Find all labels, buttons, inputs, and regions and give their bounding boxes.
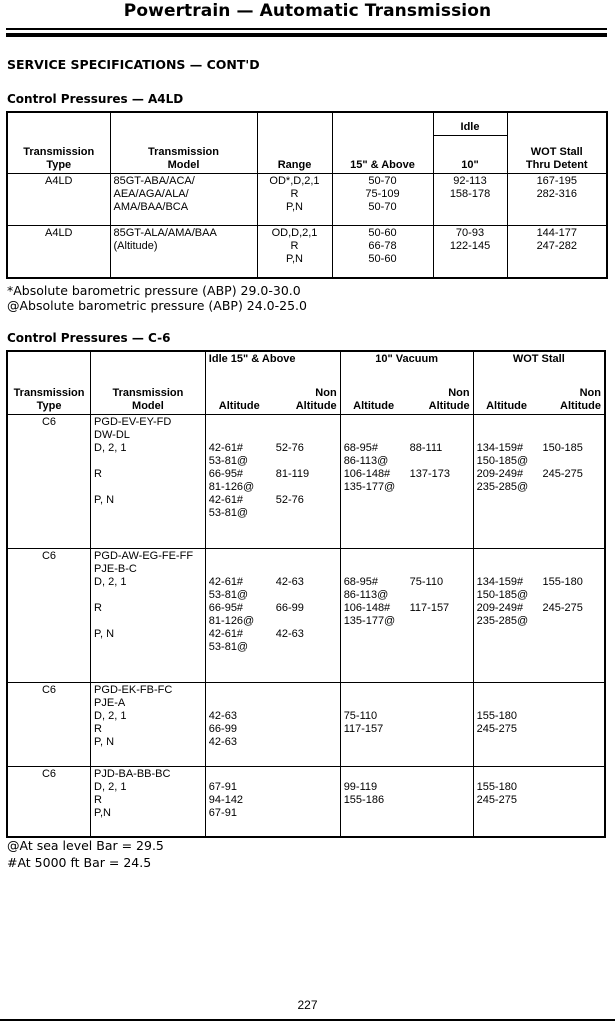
c6-row-3-type: C6	[7, 683, 91, 767]
a4ld-row-2-wot: 144-177 247-282	[507, 226, 607, 278]
c6-row-4-vac-non-altitude	[407, 767, 473, 837]
c6-note-sea-level: @At sea level Bar = 29.5	[7, 838, 164, 853]
a4ld-row-2-10-inch: 70-93 122-145	[433, 226, 507, 278]
c6-row-3-idle-altitude: 42-63 66-99 42-63	[205, 683, 272, 767]
page-title: Powertrain — Automatic Transmission	[123, 1, 492, 21]
c6-row-4-model: PJD-BA-BB-BC D, 2, 1 R P,N	[91, 767, 206, 837]
a4ld-row-2-model: 85GT-ALA/AMA/BAA (Altitude)	[110, 226, 257, 278]
a4ld-row-2-range: OD,D,2,1 R P,N	[257, 226, 332, 278]
header-transmission-type: Transmission Type	[7, 112, 110, 174]
header-transmission-model: Transmission Model	[110, 112, 257, 174]
c6-row-1-wot-altitude: 134-159# 150-185@ 209-249# 235-285@	[473, 415, 539, 549]
c6-row-2-type: C6	[7, 549, 91, 683]
c6-header-vac-non-altitude: Non Altitude	[407, 374, 473, 414]
c6-row-2-idle-altitude: 42-61# 53-81@ 66-95# 81-126@ 42-61# 53-81@	[205, 549, 272, 683]
header-wot-stall: WOT Stall Thru Detent	[507, 112, 607, 174]
c6-row-3-wot-non-altitude	[540, 683, 605, 767]
title-rule-thin	[6, 28, 607, 30]
c6-row-3-vac-altitude: 75-110 117-157	[340, 683, 406, 767]
header-idle: Idle	[433, 112, 507, 135]
c6-row-4-type: C6	[7, 767, 91, 837]
a4ld-note-altitude: @Absolute barometric pressure (ABP) 24.0-25.0	[7, 298, 307, 313]
c6-header-idle-altitude: Altitude	[205, 374, 272, 414]
page-number: 227	[297, 998, 318, 1012]
bottom-rule	[0, 1019, 615, 1021]
a4ld-row-2-type: A4LD	[7, 226, 110, 278]
c6-row-1-type: C6	[7, 415, 91, 549]
c6-row-1-vac-altitude: 68-95# 86-113@ 106-148# 135-177@	[340, 415, 406, 549]
c6-row-3-model: PGD-EK-FB-FC PJE-A D, 2, 1 R P, N	[91, 683, 206, 767]
c6-row-3-vac-non-altitude	[407, 683, 473, 767]
c6-row-1-wot-non-altitude: 150-185 245-275	[540, 415, 605, 549]
c6-row-3-wot-altitude: 155-180 245-275	[473, 683, 539, 767]
c6-row-1-vac-non-altitude: 88-111 137-173	[407, 415, 473, 549]
c6-row-2-model: PGD-AW-EG-FE-FF PJE-B-C D, 2, 1 R P, N	[91, 549, 206, 683]
c6-row-4-idle-non-altitude	[273, 767, 340, 837]
c6-header-idle-non-altitude: Non Altitude	[273, 374, 340, 414]
a4ld-table-heading: Control Pressures — A4LD	[7, 92, 184, 106]
c6-pressure-table	[6, 350, 606, 838]
a4ld-row-1-model: 85GT-ABA/ACA/ AEA/AGA/ALA/ AMA/BAA/BCA	[110, 174, 257, 226]
c6-header-vacuum: 10" Vacuum	[340, 351, 473, 374]
c6-row-4-idle-altitude: 67-91 94-142 67-91	[205, 767, 272, 837]
c6-row-2-wot-altitude: 134-159# 150-185@ 209-249# 235-285@	[473, 549, 539, 683]
c6-row-4-wot-altitude: 155-180 245-275	[473, 767, 539, 837]
a4ld-row-1-15-above: 50-70 75-109 50-70	[332, 174, 433, 226]
c6-row-3-idle-non-altitude	[273, 683, 340, 767]
header-15-and-above: 15" & Above	[332, 112, 433, 174]
a4ld-row-1-range: OD*,D,2,1 R P,N	[257, 174, 332, 226]
c6-row-2-vac-non-altitude: 75-110 117-157	[407, 549, 473, 683]
c6-note-5000-ft: #At 5000 ft Bar = 24.5	[7, 855, 152, 870]
c6-row-2-idle-non-altitude: 42-63 66-99 42-63	[273, 549, 340, 683]
a4ld-row-2-15-above: 50-60 66-78 50-60	[332, 226, 433, 278]
c6-header-vac-altitude: Altitude	[340, 374, 406, 414]
c6-header-wot-non-altitude: Non Altitude	[540, 374, 605, 414]
header-10-inch: 10"	[433, 135, 507, 173]
a4ld-row-1-10-inch: 92-113 158-178	[433, 174, 507, 226]
c6-row-1-idle-non-altitude: 52-76 81-119 52-76	[273, 415, 340, 549]
c6-header-transmission-type: Transmission Type	[7, 351, 91, 415]
header-range: Range	[257, 112, 332, 174]
c6-row-2-vac-altitude: 68-95# 86-113@ 106-148# 135-177@	[340, 549, 406, 683]
a4ld-row-1-type: A4LD	[7, 174, 110, 226]
c6-table-heading: Control Pressures — C-6	[7, 331, 171, 345]
c6-row-2-wot-non-altitude: 155-180 245-275	[540, 549, 605, 683]
a4ld-pressure-table	[6, 111, 608, 279]
c6-header-transmission-model: Transmission Model	[91, 351, 206, 415]
section-heading: SERVICE SPECIFICATIONS — CONT'D	[7, 57, 260, 72]
c6-row-4-vac-altitude: 99-119 155-186	[340, 767, 406, 837]
c6-header-idle: Idle 15" & Above	[205, 351, 340, 374]
a4ld-note-absolute: *Absolute barometric pressure (ABP) 29.0-30.0	[7, 283, 301, 298]
c6-row-1-idle-altitude: 42-61# 53-81@ 66-95# 81-126@ 42-61# 53-81@	[205, 415, 272, 549]
c6-row-1-model: PGD-EV-EY-FD DW-DL D, 2, 1 R P, N	[91, 415, 206, 549]
c6-header-wot-altitude: Altitude	[473, 374, 539, 414]
c6-header-wot-stall: WOT Stall	[473, 351, 605, 374]
a4ld-row-1-wot: 167-195 282-316	[507, 174, 607, 226]
c6-row-4-wot-non-altitude	[540, 767, 605, 837]
title-rule-thick	[6, 33, 607, 37]
